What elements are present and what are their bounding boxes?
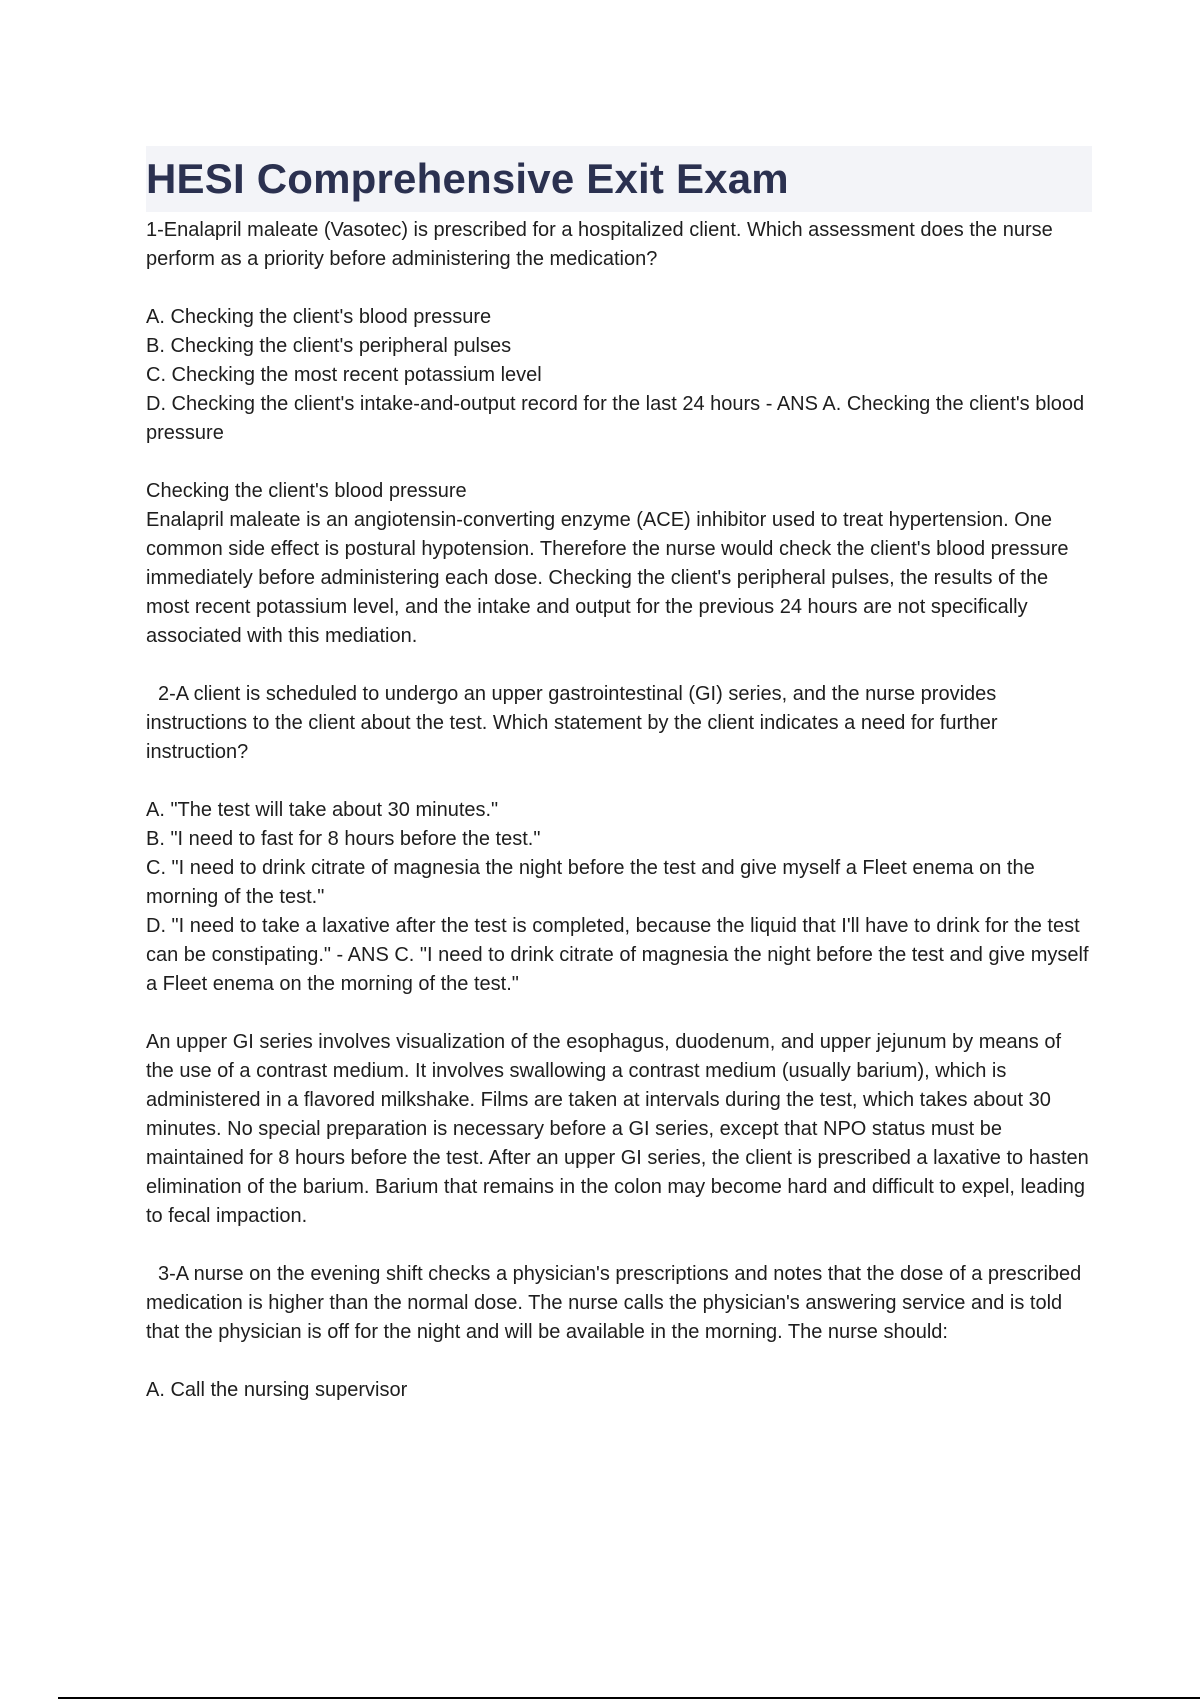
question-3-text-content: 3-A nurse on the evening shift checks a physician's prescriptions and notes that the dose of a prescribed medication is higher than the normal dose. The nurse calls the physician's answering service and is told that the physician is off for the night and will be available in the morning. The nurse should: [146,1263,1082,1343]
document-title: HESI Comprehensive Exit Exam [146,155,789,202]
question-1-answer-heading: Checking the client's blood pressure [146,480,467,502]
question-3-option-a: A. Call the nursing supervisor [146,1379,408,1401]
question-2-text [146,680,1092,767]
spacer [146,1231,1092,1260]
spacer [146,274,1092,303]
question-2-option-a: A. "The test will take about 30 minutes." [146,799,499,821]
question-2-option-b: B. "I need to fast for 8 hours before the test." [146,828,541,850]
question-3-text [146,1260,1092,1347]
question-2-option-d: D. "I need to take a laxative after the test is completed, because the liquid that I'll have to drink for the test can be constipating." - ANS C. "I need to drink citrate of magnesia the night before the test and give myself a Fleet enema on the morning of the test." [146,915,1089,995]
title-band [146,146,1092,212]
question-1-option-c: C. Checking the most recent potassium level [146,364,542,386]
spacer [146,767,1092,796]
spacer [146,448,1092,477]
question-1-text: 1-Enalapril maleate (Vasotec) is prescribed for a hospitalized client. Which assessment does the nurse perform as a priority before administering the medication? [146,219,1053,270]
question-1-rationale: Enalapril maleate is an angiotensin-converting enzyme (ACE) inhibitor used to treat hypertension. One common side effect is postural hypotension. Therefore the nurse would check the client's blood pressure immediately before administering each dose. Checking the client's peripheral pulses, the results of the most recent potassium level, and the intake and output for the previous 24 hours are not specifically associated with this mediation. [146,509,1069,647]
question-1-option-d: D. Checking the client's intake-and-output record for the last 24 hours - ANS A. Checking the client's blood pressure [146,393,1085,444]
question-1-option-b: B. Checking the client's peripheral pulses [146,335,512,357]
question-1-option-a: A. Checking the client's blood pressure [146,306,492,328]
spacer [146,999,1092,1028]
document-content [146,146,1092,1405]
spacer [146,651,1092,680]
question-2-text-content: 2-A client is scheduled to undergo an upper gastrointestinal (GI) series, and the nurse provides instructions to the client about the test. Which statement by the client indicates a need for further instruction? [146,683,998,763]
footer-divider [58,1697,1200,1699]
question-2-option-c: C. "I need to drink citrate of magnesia the night before the test and give myself a Fleet enema on the morning of the test." [146,857,1035,908]
spacer [146,1347,1092,1376]
question-2-rationale: An upper GI series involves visualization of the esophagus, duodenum, and upper jejunum by means of the use of a contrast medium. It involves swallowing a contrast medium (usually barium), which is administered in a flavored milkshake. Films are taken at intervals during the test, which takes about 30 minutes. No special preparation is necessary before a GI series, except that NPO status must be maintained for 8 hours before the test. After an upper GI series, the client is prescribed a laxative to hasten elimination of the barium. Barium that remains in the colon may become hard and difficult to expel, leading to fecal impaction. [146,1031,1089,1227]
